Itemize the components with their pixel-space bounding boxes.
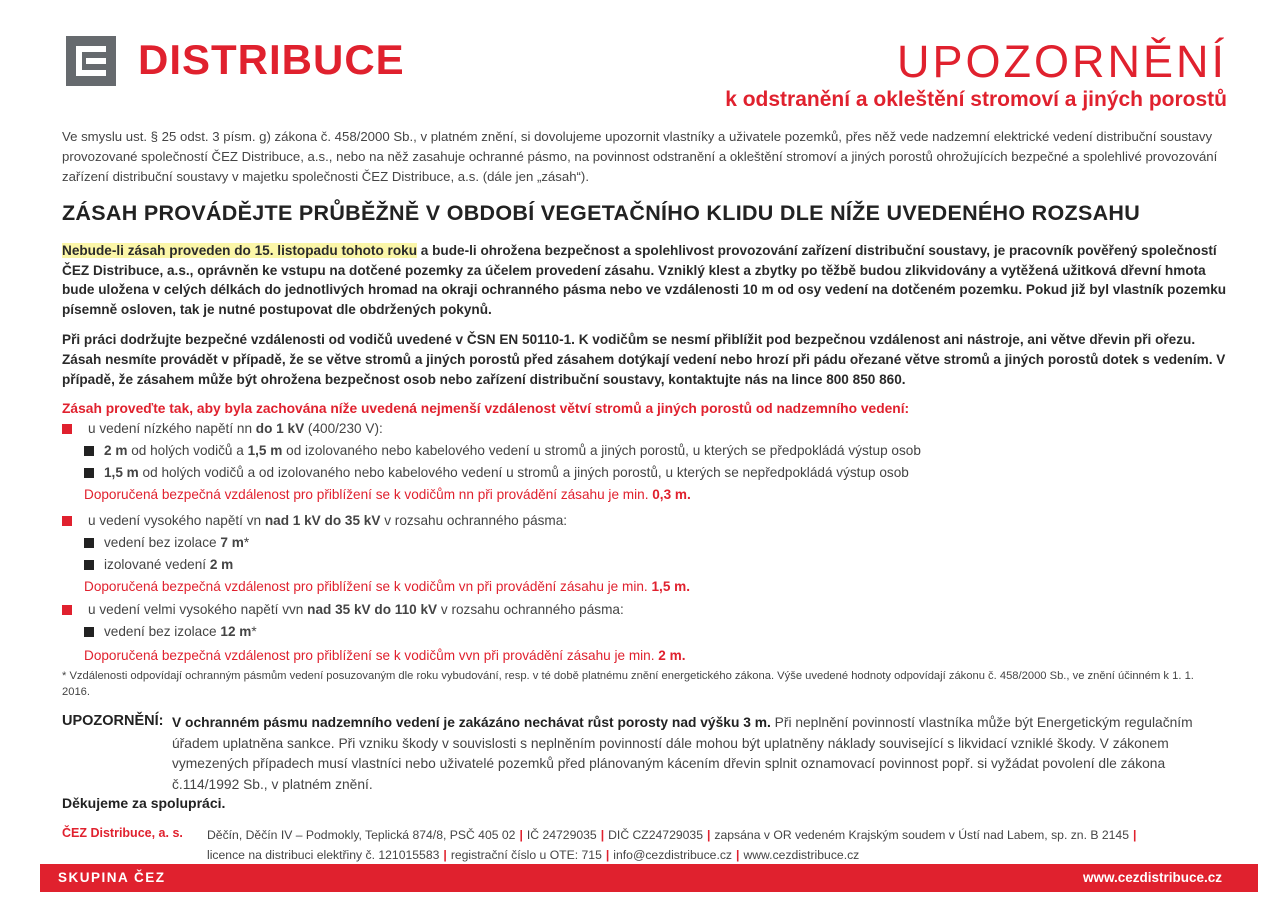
bullet-square-icon (62, 605, 72, 615)
warning-text: V ochranném pásmu nadzemního vedení je zakázáno nechávat růst porosty nad výšku 3 m. Při neplnění povinností vlastníka může být Energetickým regulačním úřadem uplatněna sankce. Při vzniku škody v souvislosti s neplněním povinností dále mohou být uplatněny náklady související s likvidací vzniklé škody. V zákonem vymezených případech musí vlastníci nebo uživatelé pozemků před plánovaným kácením dřevin splnit oznamovací povinnost popř. si vyžádat povolení dle zákona č.114/1992 Sb., v platném znění. (172, 715, 1193, 792)
list-item-vvn: u vedení velmi vysokého napětí vvn nad 35 kV do 110 kV v rozsahu ochranného pásma: (62, 602, 624, 617)
list-item-vn: u vedení vysokého napětí vn nad 1 kV do 35 kV v rozsahu ochranného pásma: (62, 513, 567, 528)
brand-name: DISTRIBUCE (138, 36, 405, 83)
bullet-square-icon (62, 516, 72, 526)
safety-paragraph: Při práci dodržujte bezpečné vzdálenosti od vodičů uvedené v ČSN EN 50110-1. K vodičům se nesmí přiblížit pod bezpečnou vzdálenost ani nástroje, ani větve dřevin při ořezu. Zásah nesmíte provádět v případě, že se větve stromů a jiných porostů před zásahem dotýkají vedení nebo hrozí při pádu ořezané větve stromů a jiných porostů dotek s vedením. V případě, že zásahem může být ohrožena bezpečnost osob nebo zařízení distribuční soustavy, kontaktujte nás na lince 800 850 860. (62, 332, 1226, 387)
website-link[interactable]: www.cezdistribuce.cz (1082, 870, 1222, 885)
section-title: ZÁSAH PROVÁDĚJTE PRŮBĚŽNĚ V OBDOBÍ VEGETAČNÍHO KLIDU DLE NÍŽE UVEDENÉHO ROZSAHU (62, 201, 1141, 225)
bullet-square-icon (84, 627, 94, 637)
footer-info: Děčín, Děčín IV – Podmokly, Teplická 874/8, PSČ 405 02 | IČ 24729035 | DIČ CZ24729035 | zapsána v OR vedeném Krajským soudem v Ústí nad Labem, sp. zn. B 2145 | licence na distribuci elektřiny č. 121015583 | registrační číslo u OTE: 715 | info@cezdistribuce.cz | www.cezdistribuce.cz (207, 828, 1137, 862)
footer-web-link[interactable]: www.cezdistribuce.cz (743, 848, 860, 862)
list-subitem: vedení bez izolace 12 m* (84, 624, 257, 639)
deadline-highlight: Nebude-li zásah proveden do 15. listopadu tohoto roku (62, 243, 417, 258)
page-title: UPOZORNĚNÍ (896, 36, 1227, 87)
list-subitem: vedení bez izolace 7 m* (84, 535, 249, 550)
list-subitem: izolované vedení 2 m (84, 557, 233, 572)
list-item-nn: u vedení nízkého napětí nn do 1 kV (400/230 V): (62, 421, 383, 436)
cez-logo-icon (66, 36, 116, 86)
bullet-square-icon (84, 446, 94, 456)
bullet-square-icon (62, 424, 72, 434)
footnote: * Vzdálenosti odpovídají ochranným pásmům vedení posuzovaným dle roku vybudování, resp. v té době platnému znění energetického zákona. Výše uvedené hodnoty odpovídají zákonu č. 458/2000 Sb., ve znění účinném k 1. 1. 2016. (62, 670, 1194, 698)
warning-label: UPOZORNĚNÍ: (62, 713, 164, 729)
deadline-rest: a bude-li ohrožena bezpečnost a spolehlivost provozování zařízení distribuční soustavy, je pracovník pověřený společností ČEZ Distribuce, a.s., oprávněn ke vstupu na dotčené pozemky za účelem provedení zásahu. Vzniklý klest a zbytky po těžbě budou zlikvidovány a vytěžená užitková dřevní hmota bude uložena v celých délkách do jednotlivých hromad na okraji ochranného pásma nebo ve vzdálenosti 10 m od osy vedení na dotčeném pozemku. Pokud již byl vlastník pozemku písemně osloven, tak je nutné postupovat dle obdržených pokynů. (62, 243, 1227, 317)
footer-company: ČEZ Distribuce, a. s. (62, 826, 183, 840)
distance-heading: Zásah proveďte tak, aby byla zachována níže uvedená nejmenší vzdálenost větví stromů a jiných porostů od nadzemního vedení: (62, 401, 910, 416)
recommended-distance: Doporučená bezpečná vzdálenost pro přiblížení se k vodičům nn při provádění zásahu je min. 0,3 m. (84, 487, 691, 502)
bullet-square-icon (84, 538, 94, 548)
page-subtitle: k odstranění a okleštění stromoví a jiných porostů (725, 88, 1227, 111)
group-label: SKUPINA ČEZ (58, 870, 166, 885)
thanks-text: Děkujeme za spolupráci. (62, 795, 226, 811)
footer-band (40, 864, 1258, 892)
list-subitem: 1,5 m od holých vodičů a od izolovaného nebo kabelového vedení u stromů a jiných porostů, u kterých se nepředpokládá výstup osob (84, 465, 909, 480)
bullet-square-icon (84, 560, 94, 570)
bullet-square-icon (84, 468, 94, 478)
footer-email-link[interactable]: info@cezdistribuce.cz (613, 848, 733, 862)
hotline-text: V případě, že zásahem může být ohrožena bezpečnost osob nebo zařízení distribuční soustavy, kontaktujte nás na lince 800 850 860. (62, 352, 1226, 387)
deadline-paragraph (62, 241, 1232, 319)
list-subitem: 2 m od holých vodičů a 1,5 m od izolovaného nebo kabelového vedení u stromů a jiných porostů, u kterých se předpokládá výstup osob (84, 443, 921, 458)
recommended-distance: Doporučená bezpečná vzdálenost pro přiblížení se k vodičům vn při provádění zásahu je min. 1,5 m. (84, 579, 691, 594)
recommended-distance: Doporučená bezpečná vzdálenost pro přiblížení se k vodičům vvn při provádění zásahu je min. 2 m. (84, 648, 686, 663)
intro-paragraph: Ve smyslu ust. § 25 odst. 3 písm. g) zákona č. 458/2000 Sb., v platném znění, si dovolujeme upozornit vlastníky a uživatele pozemků, přes něž vede nadzemní elektrické vedení distribuční soustavy provozované společností ČEZ Distribuce, a.s., nebo na něž zasahuje ochranné pásmo, na povinnost odstranění a okleštění stromoví a jiných porostů ohrožujících bezpečné a spolehlivé provozování zařízení distribuční soustavy v majetku společnosti ČEZ Distribuce, a.s. (dále jen „zásah“). (62, 129, 1218, 184)
